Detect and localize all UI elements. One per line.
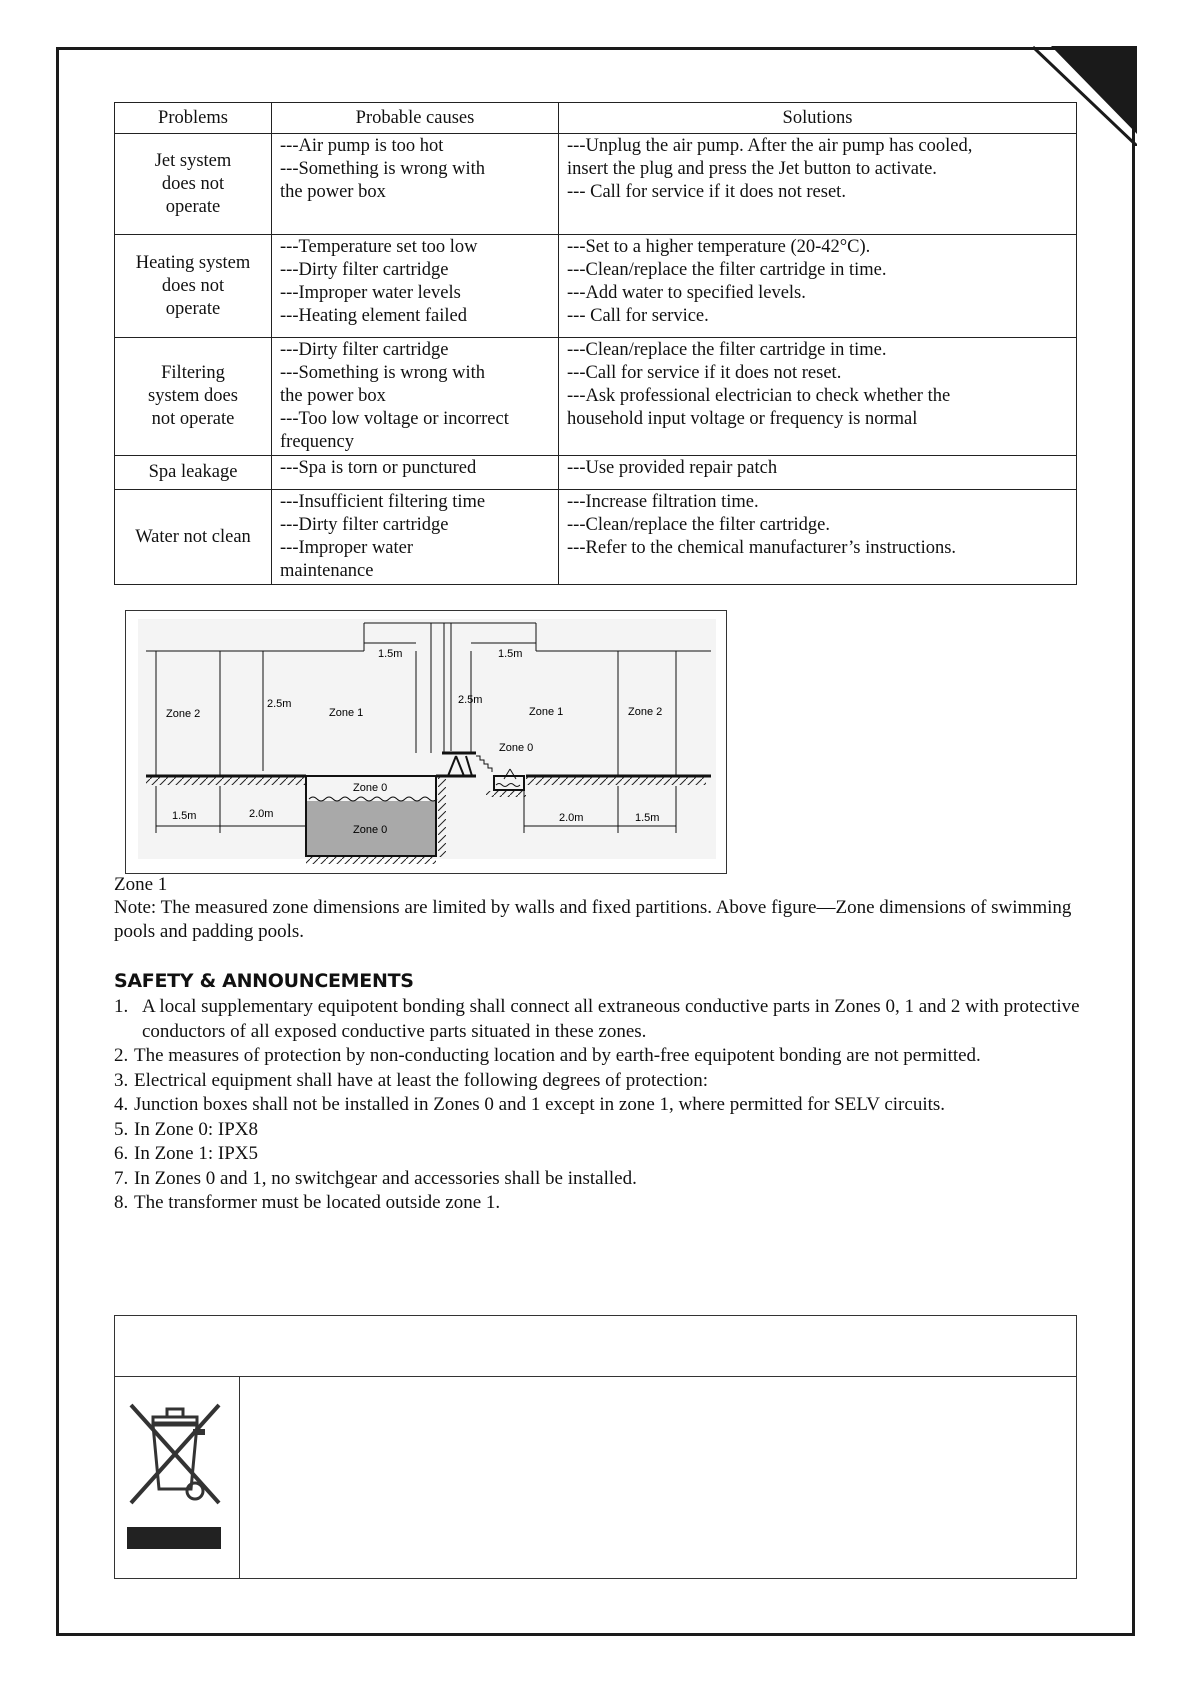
- safety-item-text: A local supplementary equipotent bonding shall connect all extraneous conductive parts in Zones 0, 1 and 2 with protective conductors of all exposed conductive parts situated in these zones.: [142, 996, 1080, 1042]
- table-row: [115, 456, 1077, 490]
- causes-line: ---Heating element failed: [280, 306, 467, 326]
- dim-top-right: 1.5m: [498, 648, 523, 660]
- solutions-line: ---Set to a higher temperature (20-42°C).: [567, 237, 871, 257]
- solutions-line: household input voltage or frequency is normal: [567, 409, 918, 429]
- causes-cell: [272, 134, 559, 235]
- solutions-cell: [559, 490, 1077, 585]
- solutions-line: ---Clean/replace the filter cartridge.: [567, 515, 830, 535]
- solutions-line: --- Call for service.: [567, 306, 709, 326]
- safety-item-number: 8.: [114, 1192, 129, 1213]
- causes-line: ---Too low voltage or incorrect: [280, 409, 509, 429]
- header-causes: Probable causes: [272, 103, 559, 134]
- label-zone1-left: Zone 1: [329, 707, 364, 719]
- label-zone0-surface: Zone 0: [353, 782, 388, 794]
- solutions-line: ---Increase filtration time.: [567, 492, 759, 512]
- recycling-box-header: [115, 1316, 1076, 1377]
- problem-line: operate: [165, 298, 221, 319]
- header-problems: Problems: [115, 103, 272, 134]
- safety-item-text: In Zone 0: IPX8: [134, 1118, 259, 1140]
- problem-line: not operate: [151, 409, 235, 429]
- safety-item-text: In Zone 1: IPX5: [134, 1143, 259, 1164]
- safety-item-number: 1.: [114, 996, 129, 1017]
- dim-height-center: 2.5m: [458, 694, 483, 706]
- dim-bottom-right-1: 2.0m: [559, 812, 584, 824]
- safety-item: [114, 995, 1094, 1044]
- solutions-cell: [559, 338, 1077, 456]
- label-zone1-right: Zone 1: [529, 706, 564, 718]
- causes-line: ---Something is wrong with: [280, 159, 486, 179]
- dim-height-left: 2.5m: [267, 698, 292, 710]
- problem-line: does not: [161, 173, 225, 194]
- causes-line: frequency: [280, 432, 354, 452]
- solutions-line: ---Unplug the air pump. After the air pump has cooled,: [567, 136, 973, 156]
- dim-bottom-left-1: 1.5m: [172, 810, 197, 822]
- label-zone0-raised: Zone 0: [499, 742, 534, 754]
- causes-line: ---Improper water levels: [280, 283, 461, 303]
- causes-line: ---Something is wrong with: [280, 363, 486, 383]
- problem-line: does not: [161, 275, 225, 296]
- solutions-line: ---Use provided repair patch: [567, 458, 778, 478]
- safety-list: [114, 995, 1094, 1216]
- label-zone2-right: Zone 2: [628, 706, 663, 718]
- causes-line: ---Dirty filter cartridge: [280, 260, 449, 280]
- causes-line: maintenance: [280, 561, 374, 581]
- solutions-cell: [559, 235, 1077, 338]
- dim-bottom-right-2: 1.5m: [635, 812, 660, 824]
- label-zone2-left: Zone 2: [166, 708, 201, 720]
- problem-line: Spa leakage: [148, 462, 238, 482]
- safety-item: [114, 1093, 1094, 1118]
- problem-line: Jet system: [154, 150, 232, 171]
- solutions-line: --- Call for service if it does not reset.: [567, 182, 846, 202]
- safety-item-text: Electrical equipment shall have at least the following degrees of protection:: [134, 1069, 709, 1091]
- safety-item: [114, 1191, 1094, 1216]
- figure-caption: Zone 1: [114, 874, 168, 895]
- problem-line: Water not clean: [135, 526, 251, 547]
- causes-line: the power box: [280, 386, 386, 406]
- causes-line: ---Dirty filter cartridge: [280, 340, 449, 360]
- causes-line: ---Improper water: [280, 538, 414, 558]
- causes-line: the power box: [280, 182, 386, 202]
- safety-item: [114, 1142, 1094, 1167]
- dim-bottom-left-2: 2.0m: [249, 808, 274, 820]
- problem-cell: [115, 235, 272, 338]
- table-row: [115, 235, 1077, 338]
- zone-note: Note: The measured zone dimensions are limited by walls and fixed partitions. Above figure—Zone dimensions of swimming pools and padding pools.: [114, 897, 1072, 942]
- problem-cell: [115, 456, 272, 490]
- problem-line: Heating system: [135, 252, 251, 273]
- problem-cell: [115, 134, 272, 235]
- safety-item: [114, 1044, 1094, 1069]
- causes-cell: [272, 456, 559, 490]
- problem-cell: [115, 338, 272, 456]
- safety-item-number: 4.: [114, 1094, 129, 1115]
- safety-item-number: 6.: [114, 1143, 129, 1164]
- solutions-cell: [559, 456, 1077, 490]
- problem-cell: [115, 490, 272, 585]
- causes-cell: [272, 338, 559, 456]
- solutions-line: ---Clean/replace the filter cartridge in time.: [567, 340, 887, 360]
- causes-cell: [272, 235, 559, 338]
- solutions-line: ---Refer to the chemical manufacturer’s instructions.: [567, 538, 957, 558]
- safety-item-text: In Zones 0 and 1, no switchgear and accessories shall be installed.: [134, 1167, 637, 1189]
- safety-item-text: The measures of protection by non-conducting location and by earth-free equipotent bonding are not permitted.: [134, 1045, 981, 1066]
- solutions-line: ---Clean/replace the filter cartridge in time.: [567, 260, 887, 280]
- causes-cell: [272, 490, 559, 585]
- crossed-out-wheelie-bin-icon: [125, 1399, 225, 1549]
- safety-item-number: 7.: [114, 1167, 129, 1189]
- causes-line: ---Spa is torn or punctured: [280, 458, 477, 478]
- causes-line: ---Temperature set too low: [280, 237, 478, 257]
- table-header-row: [115, 103, 1077, 134]
- safety-item: [114, 1118, 1094, 1143]
- safety-item-text: Junction boxes shall not be installed in Zones 0 and 1 except in zone 1, where permitted for SELV circuits.: [134, 1094, 946, 1115]
- problem-line: operate: [165, 196, 221, 217]
- problem-line: Filtering: [161, 363, 225, 383]
- table-row: [115, 338, 1077, 456]
- safety-item-text: The transformer must be located outside zone 1.: [134, 1192, 501, 1213]
- solutions-line: ---Ask professional electrician to check whether the: [567, 386, 951, 406]
- troubleshooting-table: [114, 102, 1077, 585]
- problem-line: system does: [148, 386, 238, 406]
- dim-top-left: 1.5m: [378, 648, 403, 660]
- safety-item-number: 5.: [114, 1118, 129, 1140]
- solutions-line: ---Call for service if it does not reset.: [567, 363, 842, 383]
- pool-zone-diagram: [125, 610, 727, 874]
- label-zone0-water: Zone 0: [353, 824, 388, 836]
- safety-item-number: 3.: [114, 1069, 129, 1091]
- header-solutions: Solutions: [559, 103, 1077, 134]
- safety-item-number: 2.: [114, 1045, 129, 1066]
- causes-line: ---Dirty filter cartridge: [280, 515, 449, 535]
- solutions-cell: [559, 134, 1077, 235]
- causes-line: ---Air pump is too hot: [280, 136, 444, 156]
- solutions-line: ---Add water to specified levels.: [567, 283, 806, 303]
- table-row: [115, 134, 1077, 235]
- solutions-line: insert the plug and press the Jet button to activate.: [567, 159, 937, 179]
- recycling-icon-cell: [115, 1377, 240, 1579]
- safety-item: [114, 1167, 1094, 1192]
- table-row: [115, 490, 1077, 585]
- safety-heading: SAFETY & ANNOUNCEMENTS: [114, 970, 414, 992]
- safety-item: [114, 1069, 1094, 1094]
- recycling-box: [114, 1315, 1077, 1579]
- causes-line: ---Insufficient filtering time: [280, 492, 486, 512]
